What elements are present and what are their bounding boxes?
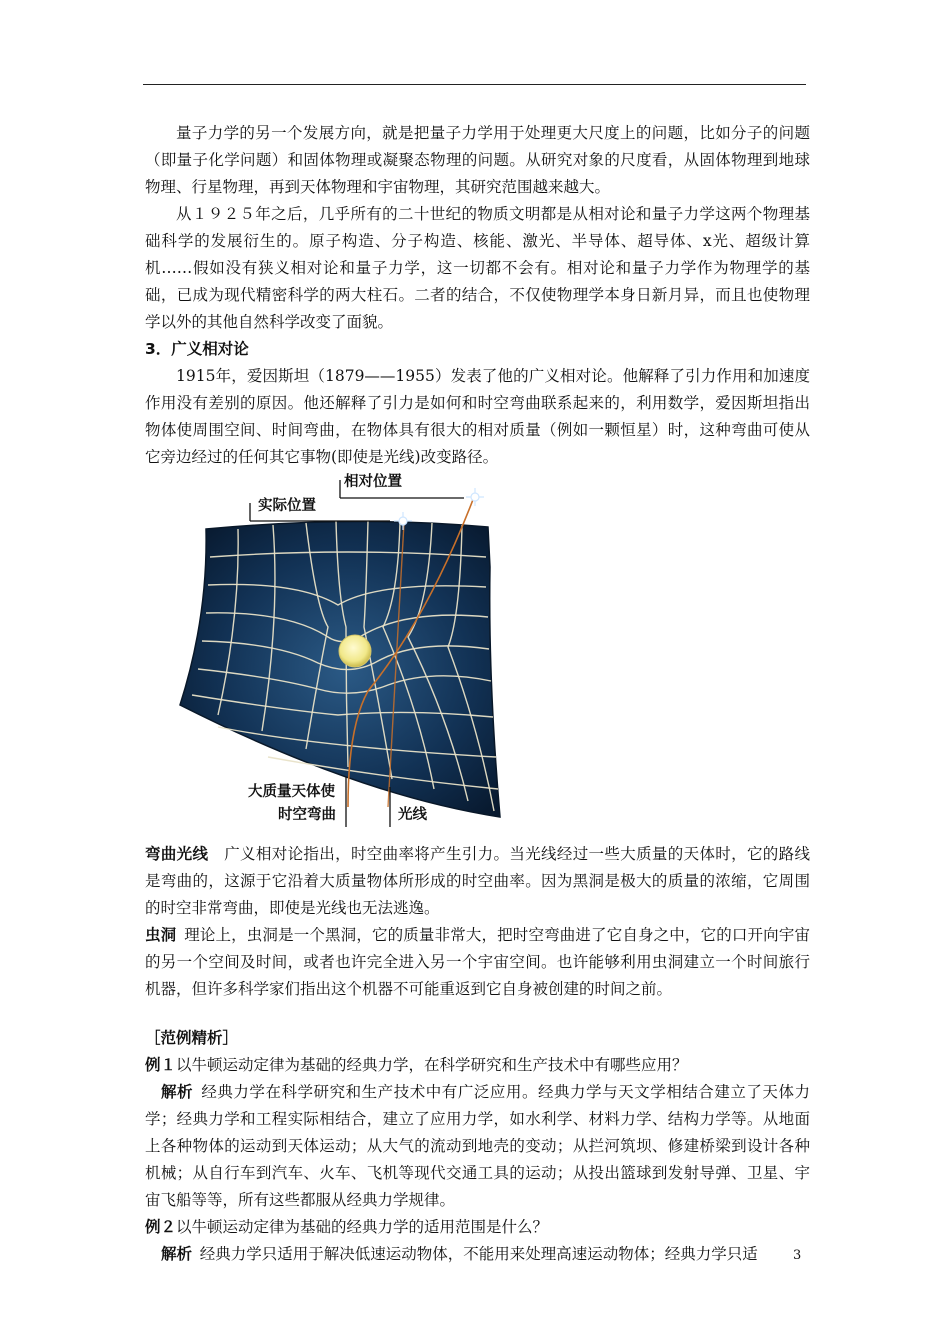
spacetime-curvature-figure <box>178 474 508 835</box>
label-mass-warps-spacetime-2: 时空弯曲 <box>278 807 336 823</box>
example-2-question-text: 以牛顿运动定律为基础的经典力学的适用范围是什么？ <box>176 1218 549 1236</box>
massive-body <box>339 635 371 667</box>
label-mass-warps-spacetime-1: 大质量天体使 <box>248 784 335 800</box>
spacetime-grid-illustration <box>178 477 508 835</box>
term-bent-light <box>145 841 810 922</box>
example-2-analysis <box>145 1241 810 1268</box>
term-wormhole-body: 理论上，虫洞是一个黑洞，它的质量非常大，把时空弯曲进了它自身之中，它的口开向宇宙的另一个空间及时间，或者也许完全进入另一个宇宙空间。也许能够利用虫洞建立一个时间旅行机器，但许多科学家们指出这个机器不可能重返到它自身被创建的时间之前。 <box>145 926 810 998</box>
term-bent-light-body: 广义相对论指出，时空曲率将产生引力。当光线经过一些大质量的天体时，它的路线是弯曲的，这源于它沿着大质量物体所形成的时空曲率。因为黑洞是极大的质量的浓缩，它周围的时空非常弯曲，即使是光线也无法逃逸。 <box>145 845 810 917</box>
example-1-label: 例１ <box>145 1056 177 1074</box>
term-wormhole-title: 虫洞 <box>145 926 177 944</box>
example-1-analysis-text: 经典力学在科学研究和生产技术中有广泛应用。经典力学与天文学相结合建立了天体力学；经典力学和工程实际相结合，建立了应用力学，如水利学、材料力学、结构力学等。从地面上各种物体的运动到天体运动；从大气的流动到地壳的变动；从拦河筑坝、修建桥梁到设计各种机械；从自行车到汽车、火车、飞机等现代交通工具的运动；从投出篮球到发射导弹、卫星、宇宙飞船等等，所有这些都服从经典力学规律。 <box>145 1083 810 1209</box>
example-2-analysis-label: 解析 <box>161 1245 193 1263</box>
examples-section-title: ［范例精析］ <box>145 1029 239 1047</box>
example-2-analysis-text: 经典力学只适用于解决低速运动物体，不能用来处理高速运动物体；经典力学只适 <box>199 1245 758 1263</box>
section-heading-general-relativity: 3．广义相对论 <box>145 340 249 358</box>
label-relative-position: 相对位置 <box>344 474 402 490</box>
label-actual-position: 实际位置 <box>258 498 316 514</box>
example-1-question-text: 以牛顿运动定律为基础的经典力学，在科学研究和生产技术中有哪些应用？ <box>176 1056 688 1074</box>
example-2-question <box>145 1214 810 1241</box>
term-wormhole <box>145 922 810 1003</box>
term-bent-light-title: 弯曲光线 <box>145 845 209 863</box>
star-relative-position <box>466 488 484 506</box>
example-1-analysis-label: 解析 <box>161 1083 194 1101</box>
example-1-analysis <box>145 1079 810 1214</box>
page-number: 3 <box>793 1248 802 1263</box>
page-content <box>145 120 810 1268</box>
header-rule <box>143 84 806 85</box>
paragraph-quantum-scale: 量子力学的另一个发展方向，就是把量子力学用于处理更大尺度上的问题，比如分子的问题（即量子化学问题）和固体物理或凝聚态物理的问题。从研究对象的尺度看，从固体物理到地球物理、行星物理，再到天体物理和宇宙物理，其研究范围越来越大。 <box>145 124 810 196</box>
example-2-label: 例２ <box>145 1218 177 1236</box>
example-1-question <box>145 1052 810 1079</box>
paragraph-relativity-foundation: 从１９２５年之后，几乎所有的二十世纪的物质文明都是从相对论和量子力学这两个物理基础科学的发展衍生的。原子构造、分子构造、核能、激光、半导体、超导体、x光、超级计算机……假如没有狭义相对论和量子力学，这一切都不会有。相对论和量子力学作为物理学的基础，已成为现代精密科学的两大柱石。二者的结合，不仅使物理学本身日新月异，而且也使物理学以外的其他自然科学改变了面貌。 <box>145 205 810 331</box>
paragraph-einstein-1915: 1915年，爱因斯坦（1879——1955）发表了他的广义相对论。他解释了引力作用和加速度作用没有差别的原因。他还解释了引力是如何和时空弯曲联系起来的，利用数学，爱因斯坦指出物体使周围空间、时间弯曲，在物体具有很大的相对质量（例如一颗恒星）时，这种弯曲可使从它旁边经过的任何其它事物(即使是光线)改变路径。 <box>145 367 810 466</box>
label-light-ray: 光线 <box>398 807 427 823</box>
